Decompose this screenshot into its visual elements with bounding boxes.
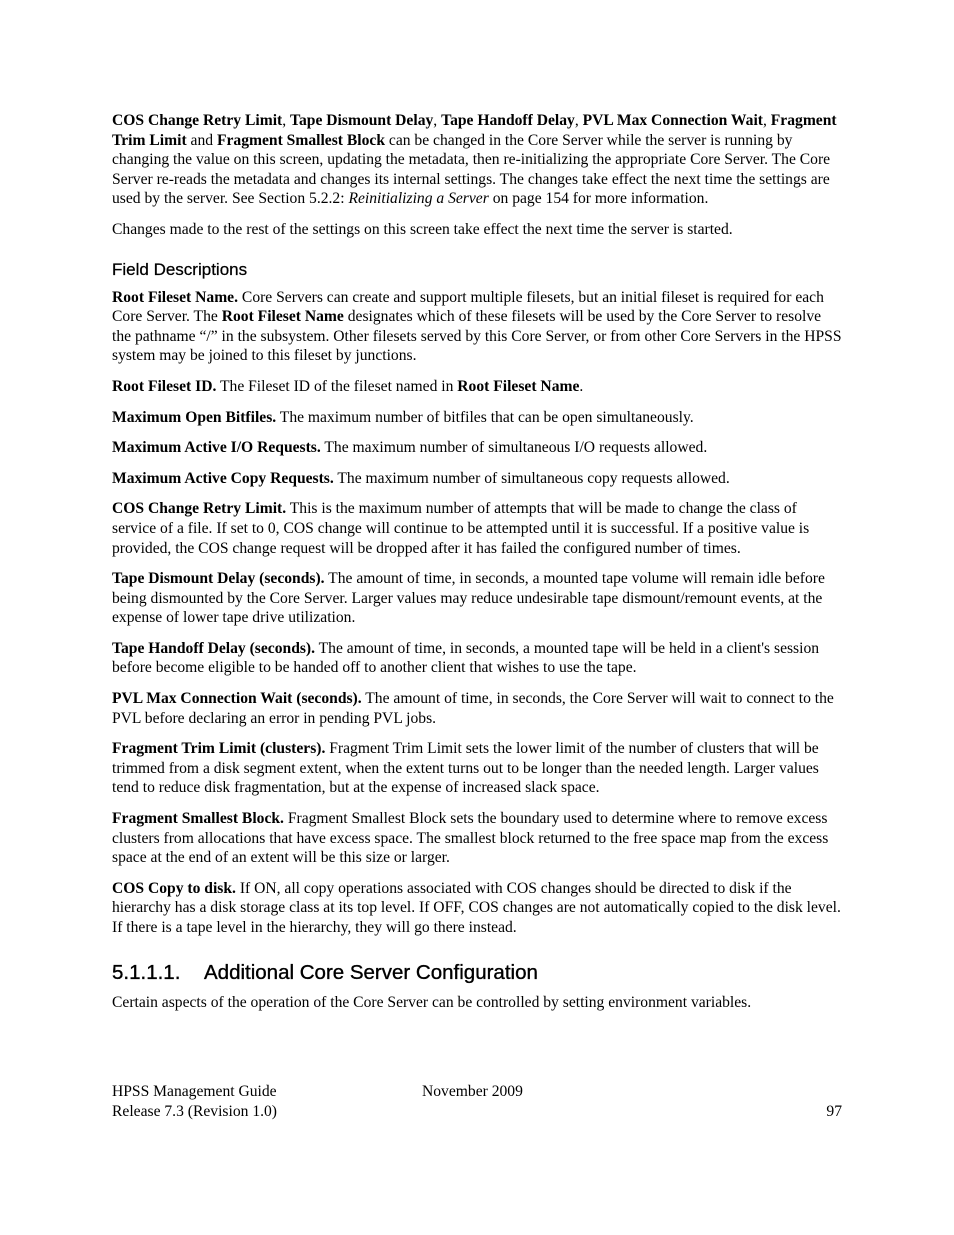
text: . [579,377,584,395]
field-label: PVL Max Connection Wait (seconds). [112,690,362,708]
page-body [112,111,842,1023]
field-descriptions-heading: Field Descriptions [112,259,248,279]
page-number: 97 [826,1103,842,1120]
field-label: Fragment Trim Limit (clusters). [112,740,326,758]
term-fragment-trim-limit: Fragment Trim Limit [112,112,837,149]
text: , [282,112,291,129]
field-maximum-active-copy-requests [112,469,842,489]
field-root-fileset-id [112,377,842,397]
text: The Fileset ID of the fileset named in [216,377,458,395]
field-tape-dismount-delay [112,569,842,628]
text: , [762,112,771,129]
field-label: Root Fileset ID. [112,377,217,395]
section-reference: Reinitializing a Server [348,190,489,208]
field-label: Maximum Active Copy Requests. [112,469,334,487]
field-maximum-open-bitfiles [112,408,842,428]
footer-row-2 [112,1102,842,1122]
intro-paragraph [112,111,842,209]
text: The maximum number of simultaneous copy requests allowed. [333,469,730,487]
field-label: Maximum Active I/O Requests. [112,439,321,457]
text: designates which of these filesets will be used by the Core Server to resolve the pathname “/” in the subsystem. Other filesets served by this Core Server, or from other Core Servers in the HPSS system may be joined to this fileset by junctions. [112,308,842,365]
text: , [433,112,442,129]
section-heading [112,961,842,985]
field-root-fileset-name [112,288,842,366]
intro-paragraph-2: Changes made to the rest of the settings on this screen take effect the next time the server is started. [112,220,733,238]
section-paragraph: Certain aspects of the operation of the Core Server can be controlled by setting environment variables. [112,993,752,1011]
field-label: COS Change Retry Limit. [112,500,287,518]
text: The maximum number of bitfiles that can be open simultaneously. [276,408,694,426]
text: on page 154 for more information. [488,190,709,208]
field-reference: Root Fileset Name [457,377,580,395]
field-cos-copy-to-disk [112,879,842,938]
text: can be changed in the Core Server while the server is running by changing the value on this screen, updating the metadata, then re-initializing the appropriate Core Server. The Core Server re-reads the metadata and changes its internal settings. The changes take effect the next time the settings are used by the server. See Section 5.2.2: [112,131,831,208]
field-tape-handoff-delay [112,639,842,678]
field-label: COS Copy to disk. [112,879,236,897]
field-pvl-max-connection-wait [112,689,842,728]
field-label: Root Fileset Name. [112,288,239,306]
text: The maximum number of simultaneous I/O requests allowed. [320,439,708,457]
section-number: 5.1.1.1. [112,960,181,984]
field-label: Maximum Open Bitfiles. [112,408,277,426]
text: This is the maximum number of attempts that will be made to change the class of service of a file. If set to 0, COS change will continue to be attempted until it is successful. If a positive value is provided, the COS change request will be dropped after it has failed the configured number of times. [112,500,810,557]
text: Fragment Smallest Block sets the boundary used to determine where to remove excess clusters from allocations that have excess space. The smallest block returned to the free space map from the excess space at the end of an extent will be this size or larger. [112,810,829,867]
field-label: Fragment Smallest Block. [112,810,284,828]
field-maximum-active-io-requests [112,438,842,458]
field-label: Tape Dismount Delay (seconds). [112,570,325,588]
field-reference: Root Fileset Name [221,308,344,326]
section-title: Additional Core Server Configuration [204,960,538,984]
footer-release: Release 7.3 (Revision 1.0) [112,1103,277,1120]
term-tape-dismount-delay: Tape Dismount Delay [290,112,434,129]
text: Core Servers can create and support multiple filesets, but an initial fileset is required for each Core Server. The [112,288,824,326]
text: The amount of time, in seconds, a mounted tape volume will remain idle before being dismounted by the Core Server. Larger values may reduce undesirable tape dismount/remount events, at the expense of lower tape drive utilization. [112,570,825,627]
text: Fragment Trim Limit sets the lower limit of the number of clusters that will be trimmed from a disk segment extent, when the extent turns out to be longer than the needed length. Larger values tend to reduce disk fragmentation, but at the expense of increased slack space. [112,740,819,797]
text: The amount of time, in seconds, a mounted tape will be held in a client's session before become eligible to be handed off to another client that wishes to use the tape. [112,639,820,677]
term-tape-handoff-delay: Tape Handoff Delay [441,112,575,129]
field-cos-change-retry-limit [112,499,842,558]
term-cos-change-retry-limit: COS Change Retry Limit [112,112,283,129]
field-fragment-smallest-block [112,809,842,868]
term-pvl-max-connection-wait: PVL Max Connection Wait [582,112,763,129]
text: and [186,131,217,149]
field-label: Tape Handoff Delay (seconds). [112,639,316,657]
page-footer [112,1082,842,1122]
text: , [574,112,583,129]
field-fragment-trim-limit [112,739,842,798]
term-fragment-smallest-block: Fragment Smallest Block [216,131,385,149]
text: If ON, all copy operations associated with COS changes should be directed to disk if the hierarchy has a disk storage class at its top level. If OFF, COS changes are not automatically copied to the disk level. If there is a tape level in the hierarchy, they will go there instead. [112,879,841,936]
footer-row-1 [112,1082,842,1102]
footer-date: November 2009 [422,1083,523,1100]
footer-guide-title: HPSS Management Guide [112,1083,277,1100]
text: The amount of time, in seconds, the Core Server will wait to connect to the PVL before declaring an error in pending PVL jobs. [112,690,834,727]
